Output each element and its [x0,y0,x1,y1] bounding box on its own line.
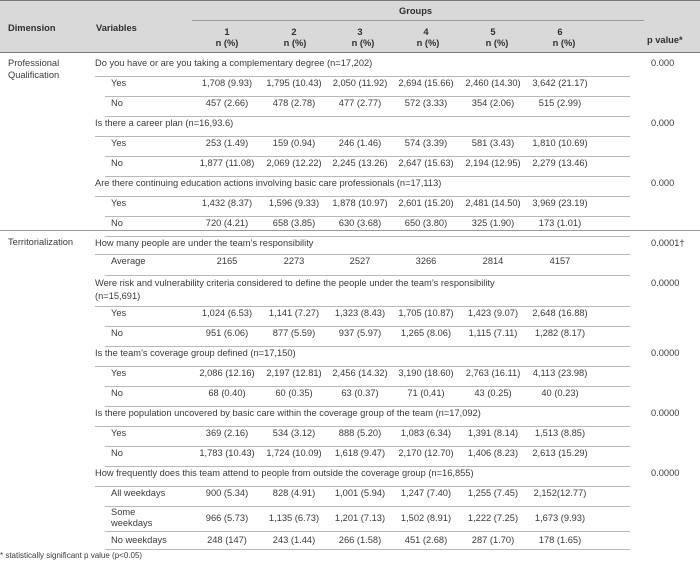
row-divider [105,116,630,117]
table-cell: 1,222 (7.25) [467,513,519,523]
table-cell: 4157 [549,256,571,266]
answer-label: No [111,448,123,458]
table-cell: 1,024 (6.53) [201,308,253,318]
row-divider [105,466,630,467]
group-number: 3 [357,27,363,37]
row-divider [95,426,630,427]
table-cell: 877 (5.59) [272,328,316,338]
table-cell: 1,423 (9.07) [467,308,519,318]
table-cell: 1,878 (10.97) [332,198,388,208]
row-divider [105,549,630,550]
table-cell: 2,613 (15.29) [532,448,588,458]
table-cell: 2,197 (12.81) [266,368,322,378]
answer-label: weekdays [111,518,153,528]
row-divider [95,196,630,197]
answer-label: Yes [111,78,127,88]
row-divider [95,136,630,137]
table-cell: 287 (1.70) [471,535,515,545]
group-number: 2 [291,27,297,37]
row-divider [95,486,630,487]
header-pvalue: p value* [647,35,683,45]
group-number: 4 [423,27,429,37]
question-text: Do you have or are you taking a complementary degree (n=17,202) [95,58,373,68]
row-divider [105,96,630,97]
table-cell: 1,282 (8.17) [534,328,586,338]
table-cell: 3,190 (18.60) [398,368,454,378]
table-cell: 1,877 (11.08) [199,158,255,168]
answer-label: Average [111,256,146,266]
p-value: 0.0000 [651,468,680,478]
table-cell: 574 (3.39) [404,138,448,148]
table-cell: 650 (3.80) [404,218,448,228]
p-value: 0.000 [651,58,675,68]
table-cell: 828 (4.91) [272,488,316,498]
table-cell: 1,708 (9.93) [201,78,253,88]
table-cell: 2,152(12.77) [533,488,587,498]
answer-label: Yes [111,308,127,318]
table-cell: 2,601 (15.20) [398,198,454,208]
answer-label: Yes [111,198,127,208]
answer-label: Yes [111,428,127,438]
p-value: 0.000 [651,178,675,188]
table-cell: 1,432 (8.37) [201,198,253,208]
table-cell: 1,135 (6.73) [268,513,320,523]
groups-underline [192,20,644,21]
table-cell: 325 (1.90) [471,218,515,228]
table-cell: 478 (2.78) [272,98,316,108]
dimension-label: Professional [8,58,60,68]
header-groups: Groups [399,6,433,16]
header-variables: Variables [96,23,137,33]
table-cell: 354 (2.06) [471,98,515,108]
table-cell: 2,456 (14.32) [332,368,388,378]
table-cell: 534 (3.12) [272,428,316,438]
table-cell: 1,783 (10.43) [199,448,255,458]
dimension-label: Territorialization [8,237,74,247]
table-cell: 2273 [283,256,305,266]
row-divider [105,156,630,157]
table-cell: 1,502 (8.91) [400,513,452,523]
question-text: How frequently does this team attend to people from outside the coverage group (n=16,855) [95,468,474,478]
question-text: (n=15,691) [95,291,141,301]
section-divider [0,230,700,231]
table-cell: 2,460 (14.30) [465,78,521,88]
table-cell: 3266 [415,256,437,266]
row-divider [105,506,630,507]
table-cell: 60 (0.35) [275,388,313,398]
table-cell: 1,255 (7.45) [467,488,519,498]
answer-label: No [111,98,123,108]
table-cell: 2,069 (12.22) [266,158,322,168]
table-cell: 2165 [216,256,238,266]
table-cell: 248 (147) [207,535,247,545]
table-cell: 477 (2.77) [338,98,382,108]
row-divider [105,386,630,387]
table-cell: 1,618 (9.47) [334,448,386,458]
table-cell: 451 (2.68) [404,535,448,545]
question-text: Were risk and vulnerability criteria considered to define the people under the team’s responsibility [95,278,495,288]
question-text: How many people are under the team’s responsibility [95,238,314,248]
table-cell: 40 (0.23) [541,388,579,398]
table-cell: 1,705 (10.87) [398,308,454,318]
table-cell: 951 (6.06) [205,328,249,338]
p-value: 0.0000 [651,348,680,358]
table-cell: 658 (3.85) [272,218,316,228]
table-cell: 1,265 (8.06) [400,328,452,338]
table-cell: 1,596 (9.33) [268,198,320,208]
p-value: 0.0001† [651,238,685,248]
answer-label: No weekdays [111,535,167,545]
table-cell: 2,481 (14.50) [465,198,521,208]
table-cell: 2,245 (13.26) [332,158,388,168]
answer-label: Yes [111,368,127,378]
table-cell: 1,391 (8.14) [467,428,519,438]
answer-label: Yes [111,138,127,148]
answer-label: No [111,218,123,228]
table-cell: 572 (3.33) [404,98,448,108]
group-unit: n (%) [351,38,375,48]
question-text: Is there population uncovered by basic care within the coverage group of the team (n=17,092) [95,408,481,418]
table-cell: 369 (2.16) [205,428,249,438]
row-divider [105,406,630,407]
table-cell: 1,323 (8.43) [334,308,386,318]
table-cell: 2,647 (15.63) [398,158,454,168]
table-cell: 1,724 (10.09) [266,448,322,458]
table-cell: 159 (0.94) [272,138,316,148]
table-cell: 173 (1.01) [538,218,582,228]
row-divider [95,366,630,367]
row-divider [105,531,630,532]
answer-label: All weekdays [111,488,166,498]
row-divider [105,236,630,237]
table-cell: 266 (1.58) [338,535,382,545]
table-cell: 1,406 (8.23) [467,448,519,458]
table-cell: 457 (2.66) [205,98,249,108]
table-cell: 3,642 (21.17) [532,78,588,88]
row-divider [105,216,630,217]
row-divider [95,306,630,307]
answer-label: No [111,158,123,168]
table-cell: 246 (1.46) [338,138,382,148]
row-divider [95,76,630,77]
table-cell: 2,763 (16.11) [465,368,521,378]
table-cell: 2,086 (12.16) [199,368,255,378]
group-number: 6 [557,27,563,37]
answer-label: Some [111,507,136,517]
table-cell: 2,648 (16.88) [532,308,588,318]
row-divider [95,254,630,255]
table-cell: 3,969 (23.19) [532,198,588,208]
p-value: 0.0000 [651,408,680,418]
group-unit: n (%) [552,38,576,48]
question-text: Is there a career plan (n=16,93.6) [95,118,234,128]
table-cell: 1,141 (7.27) [268,308,320,318]
table-cell: 1,247 (7.40) [400,488,452,498]
table-cell: 720 (4.21) [205,218,249,228]
table-cell: 966 (5.73) [205,513,249,523]
table-cell: 71 (0,41) [407,388,445,398]
table-cell: 2,279 (13.46) [532,158,588,168]
row-divider [105,176,630,177]
table-cell: 1,201 (7.13) [334,513,386,523]
table-cell: 68 (0.40) [208,388,246,398]
table-cell: 178 (1.65) [538,535,582,545]
table-cell: 1,513 (8.85) [534,428,586,438]
table-cell: 2,170 (12.70) [398,448,454,458]
header-dimension: Dimension [8,23,56,33]
table-cell: 1,001 (5.94) [334,488,386,498]
group-unit: n (%) [283,38,307,48]
p-value: 0.0000 [651,278,680,288]
table-cell: 937 (5.97) [338,328,382,338]
table-cell: 630 (3.68) [338,218,382,228]
group-unit: n (%) [215,38,239,48]
table-cell: 515 (2.99) [538,98,582,108]
table-cell: 4,113 (23.98) [532,368,588,378]
question-text: Are there continuing education actions involving basic care professionals (n=17,113) [95,178,442,188]
footnote: * statistically significant p value (p<0.05) [0,551,143,560]
table-cell: 243 (1.44) [272,535,316,545]
table-cell: 2,194 (12.95) [465,158,521,168]
row-divider [105,346,630,347]
table-cell: 888 (5.20) [338,428,382,438]
table-cell: 2,050 (11.92) [332,78,388,88]
row-divider [105,446,630,447]
answer-label: No [111,388,123,398]
table-cell: 1,083 (6.34) [400,428,452,438]
table-cell: 1,115 (7.11) [468,328,518,338]
answer-label: No [111,328,123,338]
group-unit: n (%) [416,38,440,48]
row-divider [105,275,630,276]
question-text: Is the team’s coverage group defined (n=17,150) [95,348,296,358]
row-divider [105,326,630,327]
table-cell: 900 (5.34) [205,488,249,498]
group-number: 5 [490,27,496,37]
p-value: 0.000 [651,118,675,128]
table-cell: 253 (1.49) [205,138,249,148]
group-number: 1 [224,27,230,37]
table-cell: 581 (3.43) [471,138,515,148]
table-cell: 43 (0.25) [474,388,512,398]
dimension-label: Qualification [8,70,60,80]
group-unit: n (%) [485,38,509,48]
table-cell: 1,795 (10.43) [266,78,322,88]
table-cell: 63 (0.37) [341,388,379,398]
table-cell: 1,810 (10.69) [532,138,588,148]
table-cell: 2,694 (15.66) [398,78,454,88]
table-cell: 2527 [349,256,371,266]
table-cell: 1,673 (9.93) [534,513,586,523]
table-cell: 2814 [482,256,504,266]
